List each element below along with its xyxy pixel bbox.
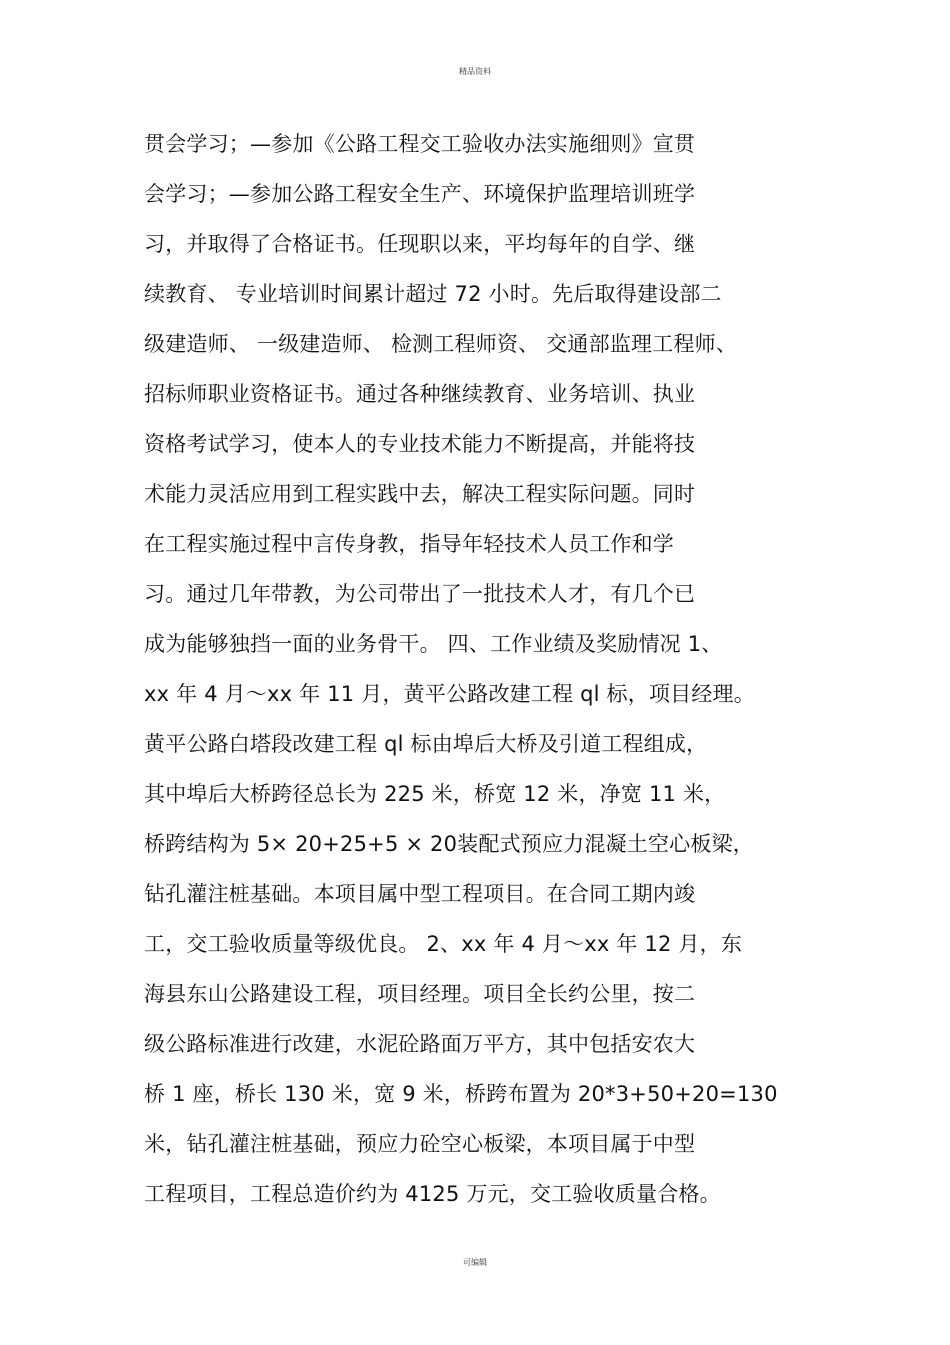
paragraph-line: 在工程实施过程中言传身教，指导年轻技术人员工作和学 <box>144 532 674 556</box>
paragraph-line: 钻孔灌注桩基础。本项目属中型工程项目。在合同工期内竣 <box>144 882 696 906</box>
paragraph-line: 海县东山公路建设工程，项目经理。项目全长约公里，按二 <box>144 982 696 1006</box>
document-body <box>144 126 824 1226</box>
paragraph-line: 其中埠后大桥跨径总长为 225 米，桥宽 12 米，净宽 11 米， <box>144 782 726 806</box>
paragraph-line: 桥 1 座，桥长 130 米，宽 9 米，桥跨布置为 20*3+50+20=130 <box>144 1082 778 1106</box>
paragraph-line: 级建造师、 一级建造师、 检测工程师资、 交通部监理工程师、 <box>144 332 738 356</box>
paragraph-line: 习，并取得了合格证书。任现职以来，平均每年的自学、继 <box>144 232 696 256</box>
paragraph-line: 术能力灵活应用到工程实践中去，解决工程实际问题。同时 <box>144 482 696 506</box>
paragraph-line: xx 年 4 月～xx 年 11 月，黄平公路改建工程 ql 标，项目经理。 <box>144 682 755 706</box>
paragraph-line: 续教育、 专业培训时间累计超过 72 小时。先后取得建设部二 <box>144 282 722 306</box>
page-header: 精品资料 <box>459 67 491 76</box>
paragraph-line: 习。通过几年带教，为公司带出了一批技术人才，有几个已 <box>144 582 696 606</box>
paragraph-line: 贯会学习；—参加《公路工程交工验收办法实施细则》宣贯 <box>144 132 696 156</box>
page-footer: 可编辑 <box>463 1258 487 1267</box>
paragraph-line: 招标师职业资格证书。通过各种继续教育、业务培训、执业 <box>144 382 696 406</box>
paragraph-line: 级公路标准进行改建，水泥砼路面万平方，其中包括安农大 <box>144 1032 696 1056</box>
paragraph-line: 工，交工验收质量等级优良。 2、xx 年 4 月～xx 年 12 月，东 <box>144 932 743 956</box>
paragraph-line: 会学习；—参加公路工程安全生产、环境保护监理培训班学 <box>144 182 696 206</box>
paragraph-line: 桥跨结构为 5× 20+25+5 × 20装配式预应力混凝土空心板梁， <box>144 832 754 856</box>
paragraph-line: 米，钻孔灌注桩基础，预应力砼空心板梁，本项目属于中型 <box>144 1132 696 1156</box>
paragraph-line: 工程项目，工程总造价约为 4125 万元，交工验收质量合格。 <box>144 1182 721 1206</box>
paragraph-line: 黄平公路白塔段改建工程 ql 标由埠后大桥及引道工程组成， <box>144 732 708 756</box>
paragraph-line: 成为能够独挡一面的业务骨干。 四、工作业绩及奖励情况 1、 <box>144 632 723 656</box>
paragraph-line: 资格考试学习，使本人的专业技术能力不断提高，并能将技 <box>144 432 696 456</box>
